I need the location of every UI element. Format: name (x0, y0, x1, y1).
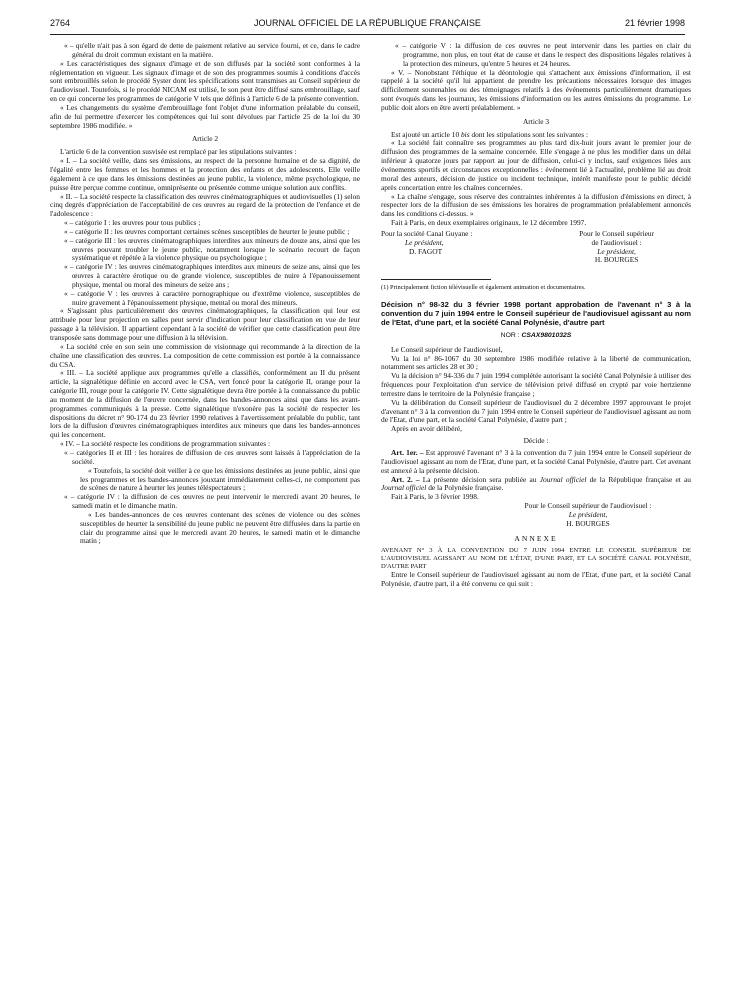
article-2 (381, 476, 691, 494)
annexe-heading: ANNEXE (514, 533, 558, 543)
text-fragment: La présente décision sera publiée au (419, 474, 540, 484)
signature-title: Le président, (568, 509, 608, 519)
article-label: Art. 2. – (391, 474, 420, 484)
paragraph: « Toutefois, la société doit veiller à ce que les émissions destinées au jeune public, ainsi que les programmes et les bandes-annonces jouxtant immédiatement celles-ci, ne comportent pas de scènes de nature à heurter les jeunes téléspectateurs ; (80, 465, 360, 493)
signature-left (381, 230, 530, 265)
signature-line: Pour le Conseil supérieur (579, 228, 655, 238)
list-item: « – catégorie V : la diffusion de ces œuvres ne peut intervenir dans les parties en clair du programme, non plus, en tout état de cause et dans le respect des dispositions légales relatives à la protection des mineurs, qu'entre 5 heures et 24 heures. (395, 41, 691, 68)
paragraph: « Les changements du système d'embrouillage font l'objet d'une information préalable du conseil, afin de lui permettre d'exercer les compétences qui lui sont dévolues par l'article 25 de la loi du 30 septembre 1986 modifiée. » (50, 102, 360, 130)
paragraph: « Les caractéristiques des signaux d'image et de son diffusés par la société sont conformes à la réglementation en vigueur. Les signaux d'image et de son des programmes soumis à conditions d'accès sont embrouillés selon le procédé Syster dont les spécifications sont transmises au Conseil supérieur de l'audiovisuel. Toutefois, si le procédé NICAM est utilisé, le son peut être diffusé sans embrouillage, sauf en ce qui concerne les programmes de catégorie V tels que définis à l'article 6 de la présente convention. (50, 58, 360, 104)
paragraph: « I. – La société veille, dans ses émissions, au respect de la personne humaine et de sa dignité, de l'égalité entre les femmes et les hommes et la protection des enfants et des adolescents. Elle veille également à ce que dans les émissions destinées au jeune public, la violence, même psychologique, ne puisse être perçue comme continue, omniprésente ou présentée comme unique solution aux conflits. (50, 156, 360, 192)
issue-date: 21 février 1998 (624, 18, 685, 28)
text-fragment: de la Polynésie française. (426, 483, 504, 493)
footnote-rule (381, 279, 491, 280)
paragraph: « IV. – La société respecte les conditions de programmation suivantes : (60, 439, 271, 449)
list-item: « – catégorie IV : les œuvres cinématographiques interdites aux mineurs de seize ans, ainsi que les œuvres à caractère érotique ou de grande violence, susceptibles de nuire à l'épanouissement physique, mental ou moral des mineurs de seize ans ; (64, 262, 360, 289)
paragraph: « S'agissant plus particulièrement des œuvres cinématographiques, la classification qui leur est attribuée pour leur projection en salles peut servir d'indication pour leur classification en vue de leur passage à la télévision. Il appartient cependant à la société de vérifier que cette classification peut être transposée sans dommage pour une diffusion à la télévision. (50, 306, 360, 342)
list-item: « – catégorie II : les œuvres comportant certaines scènes susceptibles de heurter le jeune public ; (64, 226, 350, 236)
signature-name: H. BOURGES (566, 518, 610, 528)
paragraph: « V. – Nonobstant l'éthique et la déontologie qui s'attachent aux émissions d'information, il est rappelé à la société qu'il lui appartient de prendre les précautions nécessaires lorsque des images difficilement soutenables ou des témoignages relatifs à des événements particulièrement dramatiques sont évoqués dans les journaux, les émissions d'information ou les autres émissions du programme. Le public doit alors en être averti préalablement. » (381, 67, 691, 112)
paragraph: Vu la décision n° 94-336 du 7 juin 1994 complétée autorisant la société Canal Polynésie à utiliser des fréquences pour l'exploitation d'un service de télévision privé diffusé en crypté par voie hertzienne terrestre dans le territoire de la Polynésie française ; (381, 371, 691, 398)
annexe-title: AVENANT N° 3 À LA CONVENTION DU 7 JUIN 1994 ENTRE LE CONSEIL SUPÉRIEUR DE L'AUDIOVISUEL AGISSANT AU NOM DE L'ÉTAT, D'UNE PART, ET LA SOCIÉTÉ CANAL POLYNÉSIE, D'AUTRE PART (381, 547, 691, 571)
list-item: « – catégories II et III : les horaires de diffusion de ces œuvres sont laissés à l'appréciation de la société. (64, 447, 360, 466)
page-number: 2764 (50, 18, 71, 28)
nor-reference (381, 332, 691, 341)
paragraph: Fait à Paris, le 3 février 1998. (391, 492, 479, 502)
article-heading: Article 3 (522, 116, 550, 126)
text-fragment: de la République française et au (586, 474, 691, 484)
article-heading: Article 2 (191, 134, 219, 144)
paragraph: Entre le Conseil supérieur de l'audiovisuel agissant au nom de l'Etat, d'une part, et la société Canal Polynésie, d'autre part, il a été convenu ce qui suit : (381, 570, 691, 589)
signature-line: de l'audiovisuel : (591, 237, 642, 247)
paragraph: « – qu'elle n'ait pas à son égard de dette de paiement relative au service fourni, et ce, dans le cadre général du droit commun existant en la matière. (64, 41, 360, 59)
list-item: « – catégorie IV : la diffusion de ces œuvres ne peut intervenir le mercredi avant 20 heures, le samedi matin et le dimanche matin. (64, 492, 360, 511)
paragraph: « La chaîne s'engage, sous réserve des contraintes inhérentes à la diffusion d'émissions en direct, à respecter lors de la diffusion de ses émissions les horaires de programmation préalablement annoncés dans les conditions ci-dessus. » (381, 191, 691, 219)
paragraph: « Les bandes-annonces de ces œuvres contenant des scènes de violence ou des scènes susceptibles de heurter la sensibilité du jeune public ne peuvent être diffusées dans la partie en clair du programme ainsi que le mercredi avant 20 heures, le samedi matin et le dimanche matin ; (80, 509, 360, 546)
footnote: (1) Principalement fiction télévisuelle et également animation et documentaires. (381, 284, 586, 292)
list-item: « – catégorie V : les œuvres à caractère pornographique ou d'extrême violence, susceptibles de nuire gravement à l'épanouissement physique, mental ou moral des mineurs. (64, 288, 360, 307)
signature-title: Le président, (597, 246, 636, 256)
list-item: « – catégorie III : les œuvres cinématographiques interdites aux mineurs de douze ans, ainsi que les œuvres pouvant troubler le jeune public, notamment lorsque le scénario recourt de façon systématique et répétée à la violence physique ou psychologique ; (64, 235, 360, 263)
paragraph: Vu la délibération du Conseil supérieur de l'audiovisuel du 2 décembre 1997 approuvant le projet d'avenant n° 3 à la convention du 7 juin 1994 entre le Conseil supérieur de l'audiovisuel agissant au nom de l'Etat, d'une part, et la société Canal Polynésie, d'autre part ; (381, 397, 691, 425)
signature-line: Pour le Conseil supérieur de l'audiovisuel : (524, 501, 652, 511)
paragraph: Fait à Paris, en deux exemplaires originaux, le 12 décembre 1997. (391, 218, 587, 228)
article-text: Est approuvé l'avenant n° 3 à la convention du 7 juin 1994 entre le Conseil supérieur de l'audiovisuel agissant au nom de l'Etat, d'une part, et la société Canal Polynésie, d'autre part. Cet avenant est annexé à la présente décision. (381, 447, 691, 475)
nor-code: CSAX9801032S (521, 331, 572, 339)
text-fragment: dont les stipulations sont les suivantes : (469, 129, 589, 139)
signature-name: D. FAGOT (409, 246, 443, 256)
right-column (381, 42, 691, 589)
decision-title: Décision n° 98-32 du 3 février 1998 portant approbation de l'avenant n° 3 à la convention du 7 juin 1994 entre le Conseil supérieur de l'audiovisuel agissant au nom de l'Etat, d'une part, et la société Canal Polynésie, d'autre part (381, 299, 691, 327)
page-header (50, 18, 685, 32)
text-fragment: bis (460, 129, 470, 139)
paragraph: L'article 6 de la convention susvisée est remplacé par les stipulations suivantes : (60, 147, 297, 157)
list-item: « – catégorie I : les œuvres pour tous publics ; (64, 218, 201, 228)
nor-label: NOR : (500, 331, 522, 339)
paragraph: Vu la loi n° 86-1067 du 30 septembre 1986 modifiée relative à la liberté de communication, notamment ses articles 28 et 30 ; (381, 353, 691, 372)
journal-title: JOURNAL OFFICIEL DE LA RÉPUBLIQUE FRANÇAISE (254, 18, 481, 28)
paragraph: « II. – La société respecte la classification des œuvres cinématographiques et audiovisuelles (1) selon cinq degrés d'appréciation de l'acceptabilité de ces œuvres au regard de la protection de l'enfance et de l'adolescence : (50, 191, 360, 219)
paragraph: Le Conseil supérieur de l'audiovisuel, (391, 344, 503, 354)
article-label: Art. 1er. – (391, 447, 424, 457)
article-1 (381, 449, 691, 476)
text-fragment: Journal officiel (539, 474, 587, 484)
signature-right (542, 230, 691, 265)
signature-name: H. BOURGES (594, 255, 639, 265)
paragraph: « La société crée en son sein une commission de visionnage qui recommande à la direction de la chaîne une classification des œuvres. La composition de cette commission est portée à la connaissance du CSA. (50, 341, 360, 369)
signature-title: Le président, (405, 237, 444, 247)
paragraph: Après en avoir délibéré, (391, 424, 463, 434)
left-column (50, 42, 360, 546)
decide-heading: Décide : (523, 436, 549, 446)
header-rule (50, 34, 685, 35)
signature-block (381, 230, 691, 265)
text-fragment: Journal officiel (381, 483, 427, 493)
paragraph: « III. – La société applique aux programmes qu'elle a classifiés, conformément au II du présent article, la signalétique définie en accord avec le CSA, vert foncé pour la catégorie II, orange pour la catégorie III, rouge pour la catégorie IV. Cette signalétique devra être portée à la connaissance du public au moment de la diffusion de l'œuvre concernée, dans les bandes-annonces ainsi que dans les avant-programmes communiqués à la presse. Cette signalétique n'exonère pas la société de respecter les dispositions du décret n° 90-174 du 23 février 1990 relatives à l'avertissement préalable du public, tant lors de la diffusion d'œuvres cinématographiques interdites aux mineurs que dans les bandes-annonces qui les concernent. (50, 368, 360, 440)
signature-line: Pour la société Canal Guyane : (381, 228, 473, 238)
text-fragment: Est ajouté un article 10 (391, 129, 461, 139)
paragraph: « La société fait connaître ses programmes au plus tard dix-huit jours avant le premier jour de diffusion des programmes de la semaine concernée. Elle s'engage à ne plus les modifier dans un délai inférieur à quatorze jours par rapport au jour de diffusion, celui-ci y inclus, sauf exigences liées aux événements sportifs et circonstances exceptionnelles : événement lié à l'actualité, problème lié au droit moral des auteurs, décision de justice ou incident technique, intérêt manifeste pour le public décidé après concertation entre les chaînes concernées. (381, 138, 691, 192)
